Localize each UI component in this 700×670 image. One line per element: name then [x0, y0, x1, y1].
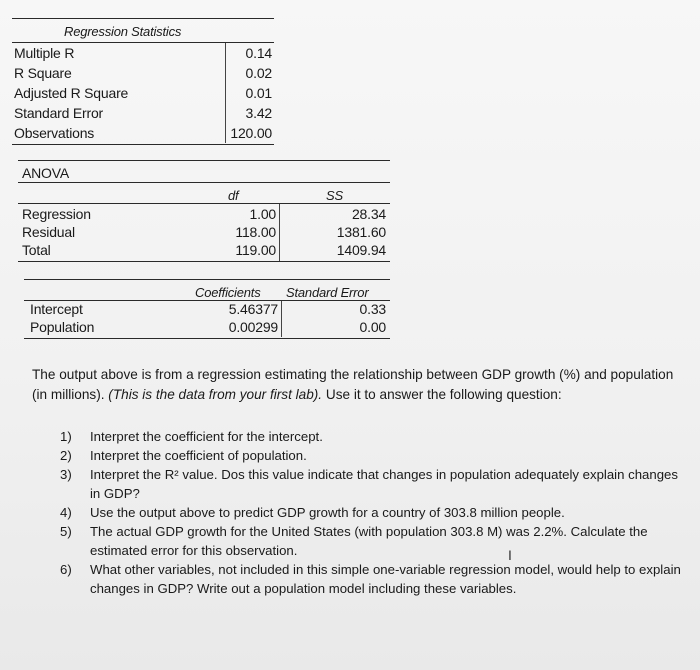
question-list [60, 427, 690, 598]
question-text: Interpret the coefficient for the intercept. [90, 429, 323, 444]
anova-ss-residual: 1381.60 [336, 224, 386, 240]
anova-header-ss: SS [326, 188, 343, 203]
coef-value-population: 0.00299 [228, 319, 278, 335]
question-number: 4) [60, 505, 72, 520]
anova-title: ANOVA [22, 165, 69, 181]
stat-value-multiple-r: 0.14 [245, 45, 272, 61]
coef-se-intercept: 0.33 [359, 301, 386, 317]
description-paragraph [32, 365, 682, 405]
stat-label-adjusted-r-square: Adjusted R Square [14, 85, 129, 101]
question-text: The actual GDP growth for the United States (with population 303.8 M) was 2.2%. Calculate the estimated error for this observation. [90, 524, 648, 558]
anova-ss-regression: 28.34 [351, 206, 386, 222]
anova-label-regression: Regression [22, 206, 91, 222]
question-number: 6) [60, 562, 72, 577]
question-text: Use the output above to predict GDP growth for a country of 303.8 million people. [90, 505, 565, 520]
stat-value-standard-error: 3.42 [245, 105, 272, 121]
stat-value-adjusted-r-square: 0.01 [245, 85, 272, 101]
question-number: 3) [60, 467, 72, 482]
question-item [60, 446, 690, 465]
stat-value-r-square: 0.02 [245, 65, 272, 81]
question-item [60, 560, 690, 598]
paragraph-text-1: The output above is from a regression estimating the relationship between GDP growth (%) and population (in millions). [32, 367, 674, 402]
question-number: 2) [60, 448, 72, 463]
coef-label-intercept: Intercept [30, 301, 83, 317]
anova-df-total: 119.00 [235, 242, 276, 258]
question-text: Interpret the R² value. Dos this value indicate that changes in population adequately explain changes in GDP? [90, 467, 678, 501]
coef-value-intercept: 5.46377 [228, 301, 278, 317]
stat-label-r-square: R Square [14, 65, 72, 81]
coef-se-population: 0.00 [359, 319, 386, 335]
anova-df-residual: 118.00 [235, 224, 276, 240]
anova-df-regression: 1.00 [249, 206, 276, 222]
question-item [60, 427, 690, 446]
question-text: Interpret the coefficient of population. [90, 448, 307, 463]
question-text: What other variables, not included in this simple one-variable regression model, would help to explain changes in GDP? Write out a population model including these variables. [90, 562, 681, 596]
coef-header-standard-error: Standard Error [286, 285, 369, 300]
question-number: 1) [60, 429, 72, 444]
coef-header-coefficients: Coefficients [195, 285, 261, 300]
stat-label-standard-error: Standard Error [14, 105, 104, 121]
regression-statistics-title: Regression Statistics [64, 24, 182, 39]
coef-label-population: Population [30, 319, 95, 335]
stat-label-observations: Observations [14, 125, 95, 141]
anova-label-total: Total [22, 242, 51, 258]
question-item [60, 503, 690, 522]
question-number: 5) [60, 524, 72, 539]
text-cursor-icon: I [508, 547, 512, 563]
anova-ss-total: 1409.94 [336, 242, 386, 258]
stat-value-observations: 120.00 [230, 125, 272, 141]
question-item [60, 522, 690, 560]
stat-label-multiple-r: Multiple R [14, 45, 75, 61]
paragraph-text-2: Use it to answer the following question: [322, 387, 562, 402]
paragraph-italic-note: (This is the data from your first lab). [108, 387, 323, 402]
anova-label-residual: Residual [22, 224, 75, 240]
question-item [60, 465, 690, 503]
anova-header-df: df [228, 188, 239, 203]
